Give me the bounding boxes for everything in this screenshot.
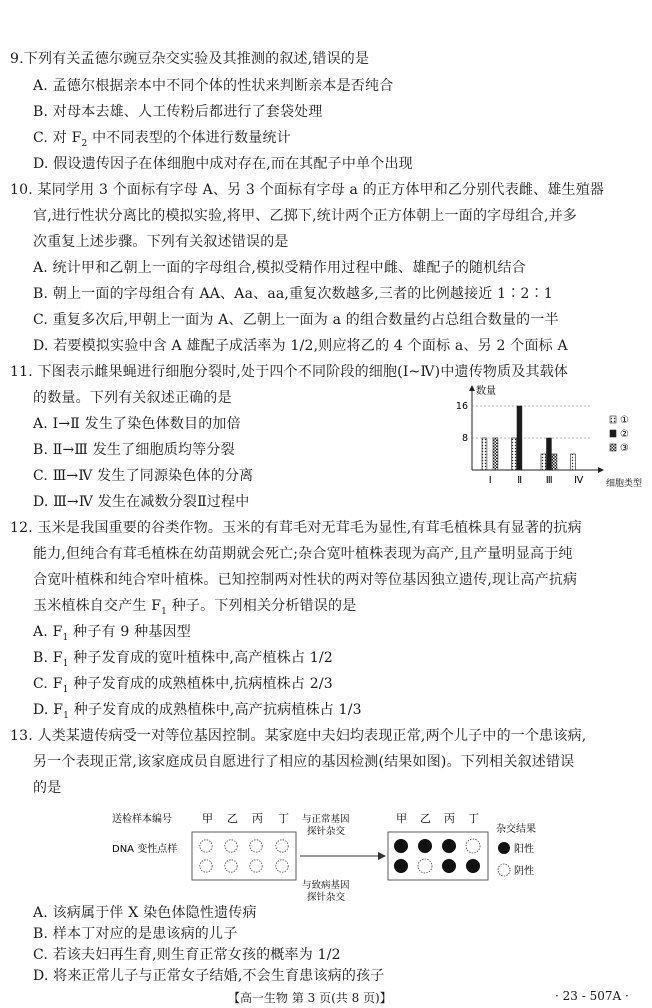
bar: [482, 438, 487, 470]
q12-option-c: C. $F_1$ 种子发育成的成熟植株中,抗病植株占 2/3: [33, 676, 333, 695]
y-tick-label: 16: [455, 401, 468, 412]
result-spot-positive: [418, 839, 432, 853]
q11-stem-1: 11. 下图表示雌果蝇进行细胞分裂时,处于四个不同阶段的细胞(Ⅰ~Ⅳ)中遗传物质及其载体: [10, 364, 569, 380]
y-axis-label: 数量: [476, 386, 496, 397]
q9-stem: 9.下列有关孟德尔豌豆杂交实验及其推测的叙述,错误的是: [10, 51, 370, 67]
q10-option-d: D. 若要模拟实验中含 A 雄配子成活率为 1/2,则应将乙的 4 个面标 a、另 2 个面标 A: [33, 338, 568, 354]
result-spot-positive: [394, 839, 408, 853]
q12-stem-4: 玉米植株自交产生 $F_1$ 种子。下列相关分析错误的是: [33, 598, 357, 617]
q10-option-c: C. 重复多次后,甲朝上一面为 A、乙朝上一面为 a 的组合数量约占总组合数量的一半: [33, 312, 559, 328]
x-tick-label: Ⅰ: [488, 475, 492, 486]
legend-swatch: [610, 430, 616, 437]
legend-label: ③: [620, 443, 629, 454]
dna-spot: [276, 840, 288, 852]
result-member-yi: 乙: [420, 812, 431, 825]
q12-stem-2: 能力,但纯合有茸毛植株在幼苗期就会死亡;杂合宽叶植株表现为高产,且产量明显高于纯: [33, 546, 573, 562]
member-ding: 丁: [278, 812, 289, 825]
result-member-jia: 甲: [396, 812, 407, 825]
x-tick-label: Ⅲ: [545, 475, 553, 486]
x-axis-label: 细胞类型: [606, 479, 643, 489]
bar: [512, 438, 517, 470]
q10-stem-3: 次重复上述步骤。下列有关叙述错误的是: [33, 234, 289, 250]
probe-normal-label-2: 探针杂交: [307, 826, 346, 837]
q9-option-a: A. 孟德尔根据亲本中不同个体的性状来判断亲本是否纯合: [33, 78, 394, 94]
q11-option-c: C. Ⅲ→Ⅳ 发生了同源染色体的分离: [33, 468, 254, 484]
q10-option-b: B. 朝上一面的字母组合有 AA、Aa、aa,重复次数越多,三者的比例越接近 1∶2∶1: [33, 286, 553, 302]
bar: [517, 406, 522, 470]
q11-stem-2: 的数量。下列有关叙述正确的是: [33, 390, 232, 406]
result-spot-positive: [466, 859, 480, 873]
q13-stem-3: 的是: [33, 780, 62, 796]
q12-option-d: D. $F_1$ 种子发育成的成熟植株中,高产抗病植株占 1/3: [33, 702, 362, 721]
dna-spot-box: [192, 832, 296, 880]
member-bing: 丙: [252, 812, 263, 825]
q11-option-d: D. Ⅲ→Ⅳ 发生在减数分裂Ⅱ过程中: [33, 494, 250, 510]
result-spots: [394, 839, 480, 873]
result-spot-positive: [442, 839, 456, 853]
dna-spot: [276, 860, 288, 872]
dna-spot: [200, 860, 212, 872]
dna-denature-label: DNA 变性点样: [112, 844, 178, 855]
y-tick-label: 8: [461, 433, 468, 444]
q13-option-d: D. 将来正常儿子与正常女子结婚,不会生育患该病的孩子: [33, 968, 385, 984]
result-spot-positive: [442, 859, 456, 873]
member-jia: 甲: [202, 812, 213, 825]
cell-count-bar-chart: [436, 384, 646, 490]
y-axis-arrow: [469, 385, 475, 391]
q9-option-d: D. 假设遗传因子在体细胞中成对存在,而在其配子中单个出现: [33, 156, 413, 172]
sample-number-label: 送检样本编号: [112, 814, 172, 825]
x-tick-label: Ⅱ: [517, 475, 523, 486]
dna-spot: [225, 840, 237, 852]
legend-swatch: [610, 444, 616, 451]
dna-spots: [200, 840, 288, 872]
q12-option-a: A. $F_1$ 种子有 9 种基因型: [33, 624, 191, 643]
q10-stem-2: 官,进行性状分离比的模拟实验,将甲、乙掷下,统计两个正方体朝上一面的字母组合,并多: [33, 208, 577, 224]
q12-stem-1: 12. 玉米是我国重要的谷类作物。玉米的有茸毛对无茸毛为显性,有茸毛植株具有显著的抗病: [10, 520, 582, 536]
q10-option-a: A. 统计甲和乙朝上一面的字母组合,模拟受精作用过程中雌、雄配子的随机结合: [33, 260, 526, 276]
footer-page-info: 【高一生物 第 3 页(共 8 页)】: [228, 991, 392, 1005]
q13-option-a: A. 该病属于伴 X 染色体隐性遗传病: [33, 905, 257, 921]
dna-spot: [250, 860, 262, 872]
bar: [571, 454, 576, 470]
bar: [493, 438, 498, 470]
probe-disease-label-2: 探针杂交: [307, 892, 346, 903]
q12-option-b: B. $F_1$ 种子发育成的宽叶植株中,高产植株占 1/2: [33, 650, 333, 669]
dna-spot: [225, 860, 237, 872]
legend-negative-dot: [498, 864, 510, 876]
gene-detection-diagram: [100, 808, 560, 908]
q9-option-b: B. 对母本去雄、人工传粉后都进行了套袋处理: [33, 104, 323, 120]
footer-code: · 23 - 507A ·: [555, 989, 629, 1003]
result-spot-negative: [418, 859, 432, 873]
result-member-bing: 丙: [444, 812, 455, 825]
q11-option-b: B. Ⅱ→Ⅲ 发生了细胞质均等分裂: [33, 442, 235, 458]
q13-option-b: B. 样本丁对应的是患该病的儿子: [33, 926, 238, 942]
q13-stem-1: 13. 人类某遗传病受一对等位基因控制。某家庭中夫妇均表现正常,两个儿子中的一个患该病,: [10, 728, 587, 744]
legend-swatch: [610, 416, 616, 423]
probe-disease-label-1: 与致病基因: [302, 880, 350, 891]
bar: [552, 454, 557, 470]
probe-normal-label-1: 与正常基因: [302, 814, 350, 825]
q9-option-c: C. 对 $F_2$ 中不同表型的个体进行数量统计: [33, 130, 291, 149]
member-yi: 乙: [227, 812, 238, 825]
x-tick-label: Ⅳ: [574, 475, 584, 486]
legend-label: ②: [620, 429, 629, 440]
q11-option-a: A. Ⅰ→Ⅱ 发生了染色体数目的加倍: [33, 416, 241, 432]
dna-spot: [250, 840, 262, 852]
result-title: 杂交结果: [496, 824, 536, 835]
legend-label: ①: [620, 415, 629, 426]
legend-positive-dot: [498, 842, 510, 854]
x-axis-arrow: [598, 467, 604, 473]
legend-negative-label: 阴性: [514, 866, 534, 877]
result-member-ding: 丁: [468, 812, 479, 825]
bar: [541, 454, 546, 470]
q13-option-c: C. 若该夫妇再生育,则生育正常女孩的概率为 1/2: [33, 947, 341, 963]
result-spot-negative: [466, 839, 480, 853]
legend-positive-label: 阳性: [514, 844, 534, 855]
q10-stem-1: 10. 某同学用 3 个面标有字母 A、另 3 个面标有字母 a 的正方体甲和乙分别代表雌、雄生殖器: [10, 182, 605, 198]
flow-arrow-head: [378, 852, 386, 860]
result-spot-positive: [394, 859, 408, 873]
q12-stem-3: 合宽叶植株和纯合窄叶植株。已知控制两对性状的两对等位基因独立遗传,现让高产抗病: [33, 572, 578, 588]
dna-spot: [200, 840, 212, 852]
bar: [547, 438, 552, 470]
q13-stem-2: 另一个表现正常,该家庭成员自愿进行了相应的基因检测(结果如图)。下列相关叙述错误: [33, 754, 575, 770]
